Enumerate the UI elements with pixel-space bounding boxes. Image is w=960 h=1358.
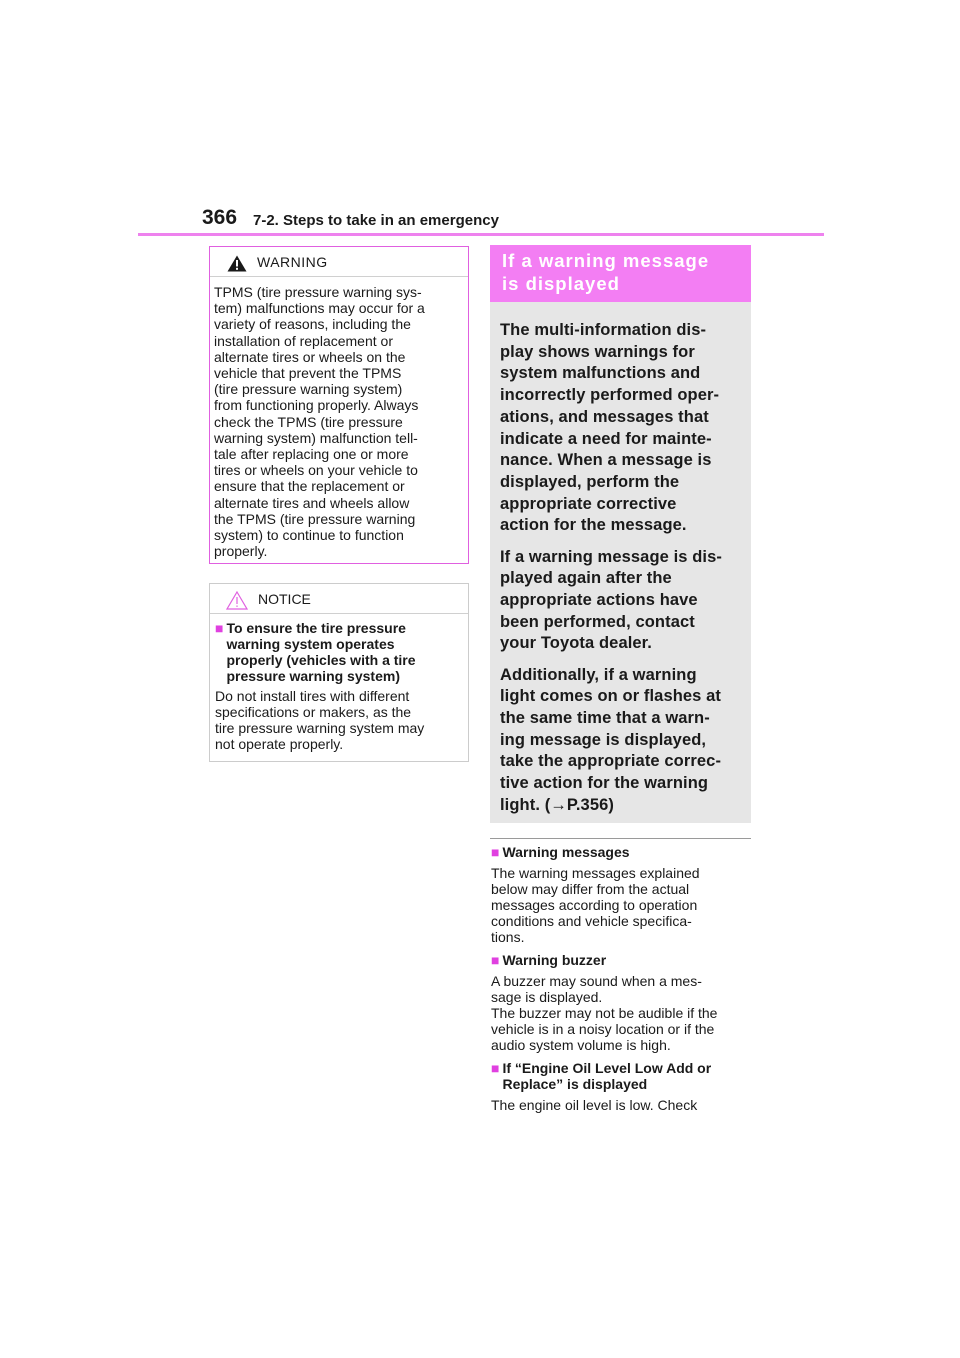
notice-box (209, 583, 469, 762)
note-body: The warning messages explained below may differ from the actual messages according to operation conditions and vehicle specifica- tions. (491, 865, 700, 945)
warning-line: from functioning properly. Always (214, 397, 419, 414)
note-heading-line: Warning buzzer (502, 952, 607, 968)
page-number: 366 (202, 206, 238, 229)
divider (490, 838, 751, 839)
warning-line: installation of replacement or (214, 332, 393, 349)
warning-triangle-icon (227, 255, 247, 272)
square-bullet-icon: ■ (491, 844, 500, 860)
warning-line: system) to continue to function (214, 527, 404, 544)
warning-line: properly. (214, 543, 268, 560)
page-reference-link[interactable]: light. (→P.356) (500, 795, 614, 814)
warning-line: vehicle that prevent the TPMS (214, 365, 402, 382)
warning-title: WARNING (257, 254, 328, 270)
warning-box-header (210, 247, 468, 277)
section-heading-line: If a warning message (502, 250, 710, 271)
section-heading-line: is displayed (502, 273, 620, 294)
notice-line: not operate properly. (215, 736, 344, 752)
section-title: 7-2. Steps to take in an emergency (253, 212, 499, 229)
notes-column (491, 844, 753, 1120)
warning-line: the TPMS (tire pressure warning (214, 510, 416, 527)
note-heading-warning-buzzer (491, 952, 753, 968)
warning-line: tale after replacing one or more (214, 446, 409, 463)
warning-line: alternate tires and wheels allow (214, 494, 410, 511)
square-bullet-icon: ■ (491, 952, 500, 968)
notice-heading (210, 614, 468, 684)
warning-line: warning system) malfunction tell- (214, 429, 418, 446)
note-heading-warning-messages (491, 844, 753, 860)
notice-title: NOTICE (258, 591, 311, 607)
note-heading-line: Warning messages (502, 844, 630, 860)
notice-body (210, 684, 468, 752)
caution-triangle-icon (226, 591, 248, 610)
warning-line: ensure that the replacement or (214, 478, 405, 495)
notice-heading-line: properly (vehicles with a tire (226, 652, 416, 668)
square-bullet-icon: ■ (215, 620, 224, 636)
notice-line: specifications or makers, as the (215, 704, 412, 720)
note-heading-line: If “Engine Oil Level Low Add or (502, 1060, 712, 1076)
square-bullet-icon: ■ (491, 1060, 500, 1076)
notice-line: Do not install tires with different (215, 688, 410, 704)
warning-line: (tire pressure warning system) (214, 381, 403, 398)
intro-box (490, 302, 751, 823)
page-header (138, 204, 824, 236)
notice-heading-line: To ensure the tire pressure (226, 620, 406, 636)
notice-box-header (210, 584, 468, 614)
warning-line: variety of reasons, including the (214, 316, 411, 333)
warning-line: alternate tires or wheels on the (214, 348, 406, 365)
note-heading-line: Replace” is displayed (502, 1076, 648, 1092)
note-heading-engine-oil (491, 1060, 753, 1092)
warning-line: TPMS (tire pressure warning sys- (214, 284, 422, 300)
warning-line: tires or wheels on your vehicle to (214, 462, 418, 479)
warning-line: check the TPMS (tire pressure (214, 413, 403, 430)
notice-heading-line: pressure warning system) (226, 668, 400, 684)
section-heading (490, 245, 751, 302)
note-body: The engine oil level is low. Check (491, 1097, 698, 1113)
warning-box (209, 246, 469, 564)
notice-line: tire pressure warning system may (215, 720, 425, 736)
intro-paragraph: Additionally, if a warning light comes on or flashes at the same time that a warn- ing message is displayed, take the appropriate correc- tive action for the warning light. (→P.356) (500, 665, 722, 814)
notice-heading-line: warning system operates (226, 636, 395, 652)
intro-paragraph: The multi-information dis- play shows warnings for system malfunctions and incorrectly performed oper- ations, and messages that indicate a need for mainte- nance. When a message is displayed, perform the appropriate corrective action for the message. (500, 321, 720, 535)
warning-body (210, 277, 468, 559)
note-body: A buzzer may sound when a mes- sage is displayed. The buzzer may not be audible if the vehicle is in a noisy location or if the audio system volume is high. (491, 973, 718, 1053)
intro-paragraph: If a warning message is dis- played again after the appropriate actions have been performed, contact your Toyota dealer. (500, 547, 722, 653)
warning-line: tem) malfunctions may occur for a (214, 300, 425, 317)
